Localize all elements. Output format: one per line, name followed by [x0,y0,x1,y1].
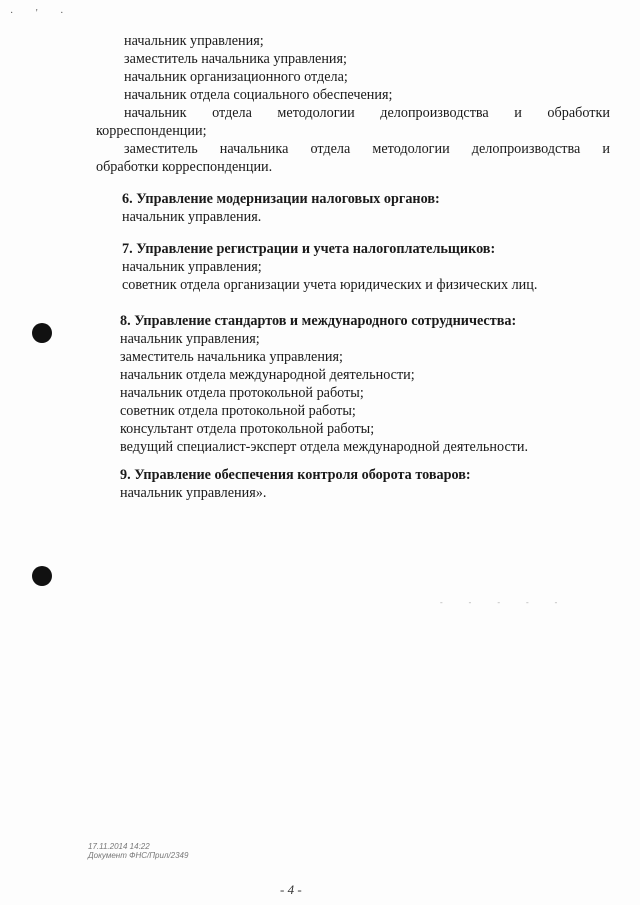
section-7 [122,240,592,294]
section-8 [120,312,590,456]
word: и [514,105,522,121]
list-item: начальник управления; [120,331,260,347]
justified-line [96,104,610,122]
word: обработки [547,105,610,121]
punch-hole [32,566,52,586]
list-item: начальник управления. [122,209,262,225]
section-9 [120,466,590,502]
scan-artifact: - - - - - [440,598,570,607]
list-item: начальник управления; [124,33,264,49]
word: делопроизводства [380,105,489,121]
justified-line [96,140,610,158]
word: и [602,141,610,157]
stamp-datetime: 17.11.2014 14:22 [88,842,150,851]
section-heading: 9. Управление обеспечения контроля оборота товаров: [120,467,471,483]
scan-specks: · ' · [10,8,74,19]
word: заместитель [124,141,198,157]
list-item: начальник управления; [122,259,262,275]
list-item: заместитель начальника управления; [124,51,347,67]
section-heading: 6. Управление модернизации налоговых органов: [122,191,440,207]
top-list [96,32,610,176]
list-item: советник отдела протокольной работы; [120,403,356,419]
word: отдела [310,141,351,157]
word: начальника [219,141,289,157]
page-number: - 4 - [280,882,302,897]
word: делопроизводства [471,141,581,157]
word: методологии [372,141,450,157]
list-item: начальник отдела международной деятельности; [120,367,415,383]
word: методологии [277,105,355,121]
section-heading: 7. Управление регистрации и учета налогоплательщиков: [122,241,496,257]
punch-hole [32,323,52,343]
list-item: заместитель начальника управления; [120,349,343,365]
list-item: начальник отдела протокольной работы; [120,385,364,401]
list-item: советник отдела организации учета юридических и физических лиц. [122,277,538,293]
list-item: ведущий специалист-эксперт отдела международной деятельности. [120,439,529,455]
word: отдела [212,105,252,121]
word: начальник [124,105,187,121]
section-6 [122,190,592,226]
print-stamp [88,842,188,860]
list-item: начальник отдела социального обеспечения; [124,87,393,103]
section-heading: 8. Управление стандартов и международного сотрудничества: [120,313,517,329]
stamp-docref: Документ ФНС/Прил/2349 [88,851,189,860]
list-item: начальник организационного отдела; [124,69,348,85]
list-item: консультант отдела протокольной работы; [120,421,375,437]
list-item: начальник управления». [120,485,267,501]
list-item-continuation: обработки корреспонденции. [96,159,273,175]
list-item-continuation: корреспонденции; [96,123,207,139]
